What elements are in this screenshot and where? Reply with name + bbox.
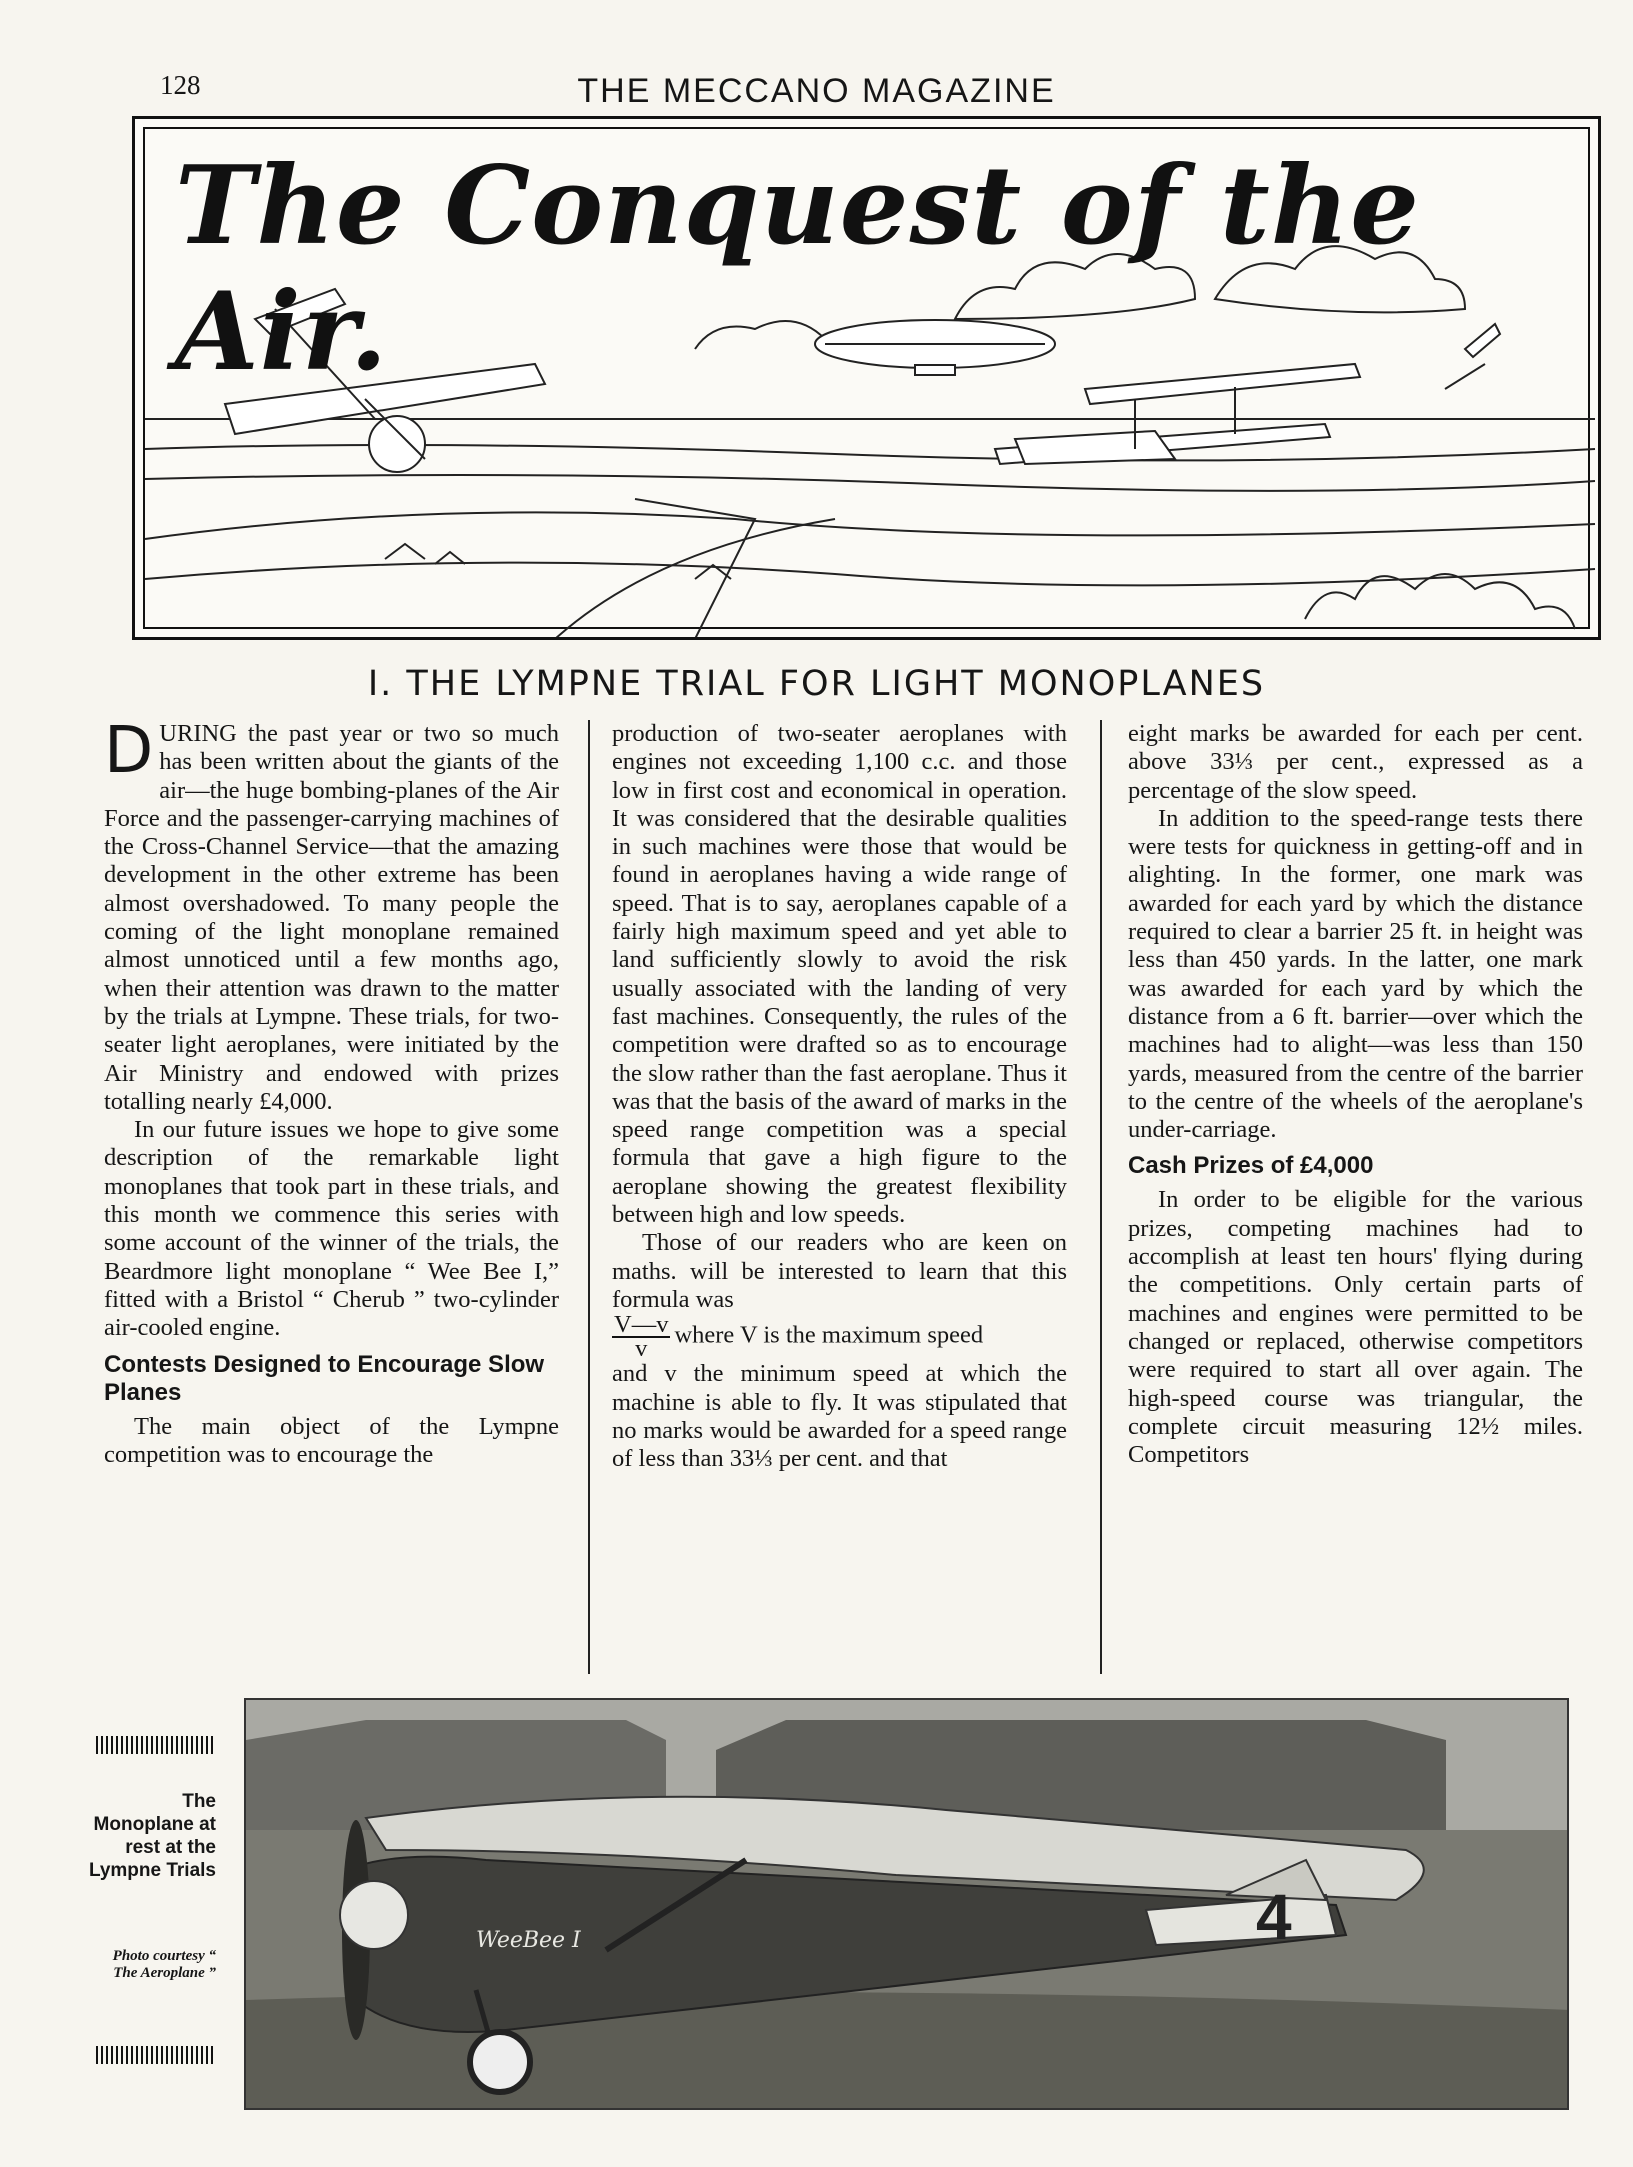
paragraph: In our future issues we hope to give some description of the remarkable light monoplanes that took part in these trials, and this month we commence this series with some account of the winner of the trials, the Beardmore light monoplane “ Wee Bee I,” fitted with a Bristol “ Cherub ” two-cylinder air-cooled engine.	[104, 1116, 559, 1342]
header-illustration	[132, 116, 1601, 640]
paragraph-text: URING the past year or two so much has been written about the giants of the air—the huge bombing-planes of the Air Force and the passenger-carrying machines of the Cross-Channel Service—that the amazing development in the other extreme has been almost overshadowed. To many people the coming of the light monoplane remained almost unnoticed until a few months ago, when their attention was drawn to the matter by the trials at Lympne. These trials, for two-seater light aeroplanes, were initiated by the Air Ministry and endowed with prizes totalling nearly £4,000.	[104, 720, 559, 1115]
banner-title: The Conquest of the Air.	[175, 143, 1420, 395]
magazine-title: THE MECCANO MAGAZINE	[577, 72, 1056, 110]
formula-numerator: V—v	[614, 1311, 669, 1339]
paragraph: Those of our readers who are keen on maths. will be interested to learn that this formula was	[612, 1229, 1067, 1313]
monoplane-photo	[244, 1698, 1569, 2110]
formula-line	[612, 1311, 1067, 1363]
article-column-2	[612, 720, 1067, 1473]
formula-text: where V is the maximum speed	[674, 1321, 984, 1349]
ornament-rule	[96, 1736, 216, 1754]
ornament-rule	[96, 2046, 216, 2064]
paragraph: production of two-seater aeroplanes with engines not exceeding 1,100 c.c. and those low in first cost and economical in operation. It was considered that the desirable qualities in such machines were those that would be found in aeroplanes having a wide range of speed. That is to say, aeroplanes capable of a fairly high maximum speed and yet able to land sufficiently slowly to avoid the risk usually associated with the landing of very fast machines. Consequently, the rules of the competition were drafted so as to encourage the slow rather than the fast aeroplane. Thus it was that the basis of the award of marks in the speed range competition was a special formula that gave a high figure to the aeroplane showing the greatest flexibility between high and low speeds.	[612, 720, 1067, 1229]
article-column-3	[1128, 720, 1583, 1469]
fuselage-lettering: WeeBee I	[476, 1928, 581, 1953]
column-divider	[1100, 720, 1102, 1674]
photo-credit: Photo courtesy “ The Aeroplane ”	[112, 1948, 216, 1981]
paragraph: and v the minimum speed at which the machine is able to fly. It was stipulated that no marks would be awarded for a speed range of less than 33⅓ per cent. and that	[612, 1360, 1067, 1473]
speed-range-formula	[612, 1311, 670, 1363]
paragraph: In addition to the speed-range tests there were tests for quickness in getting-off and in alighting. In the former, one mark was awarded for each yard by which the distance required to clear a barrier 25 ft. in height was less than 450 yards. In the latter, one mark was awarded for each yard by which the distance from a 6 ft. barrier—over which the machines had to alight—was less than 150 yards, measured from the centre of the barrier to the centre of the wheels of the aeroplane's under-carriage.	[1128, 804, 1583, 1144]
column-divider	[588, 720, 590, 1674]
race-number: 4	[1256, 1881, 1292, 1953]
paragraph: eight marks be awarded for each per cent. above 33⅓ per cent., expressed as a percentage of the slow speed.	[1128, 720, 1583, 804]
paragraph: The main object of the Lympne competition was to encourage the	[104, 1412, 559, 1468]
page-number: 128	[160, 70, 201, 100]
subheading: Contests Designed to Encourage Slow Planes	[104, 1350, 545, 1406]
subheading: Cash Prizes of £4,000	[1128, 1152, 1374, 1180]
photo-caption: The Monoplane at rest at the Lympne Trials	[88, 1791, 216, 1881]
drop-cap: D	[104, 714, 154, 788]
photo-drawing	[246, 1700, 1569, 2110]
paragraph	[104, 714, 559, 1116]
formula-denominator: v	[635, 1335, 648, 1363]
paragraph: In order to be eligible for the various prizes, competing machines had to accomplish at least ten hours' flying during the competitions. Only certain parts of machines and engines were permitted to be changed or replaced, otherwise competitors were required to start all over again. The high-speed course was triangular, the complete circuit measuring 12½ miles. Competitors	[1128, 1186, 1583, 1469]
article-column-1	[104, 714, 559, 1469]
section-title: I. THE LYMPNE TRIAL FOR LIGHT MONOPLANES	[367, 664, 1266, 704]
